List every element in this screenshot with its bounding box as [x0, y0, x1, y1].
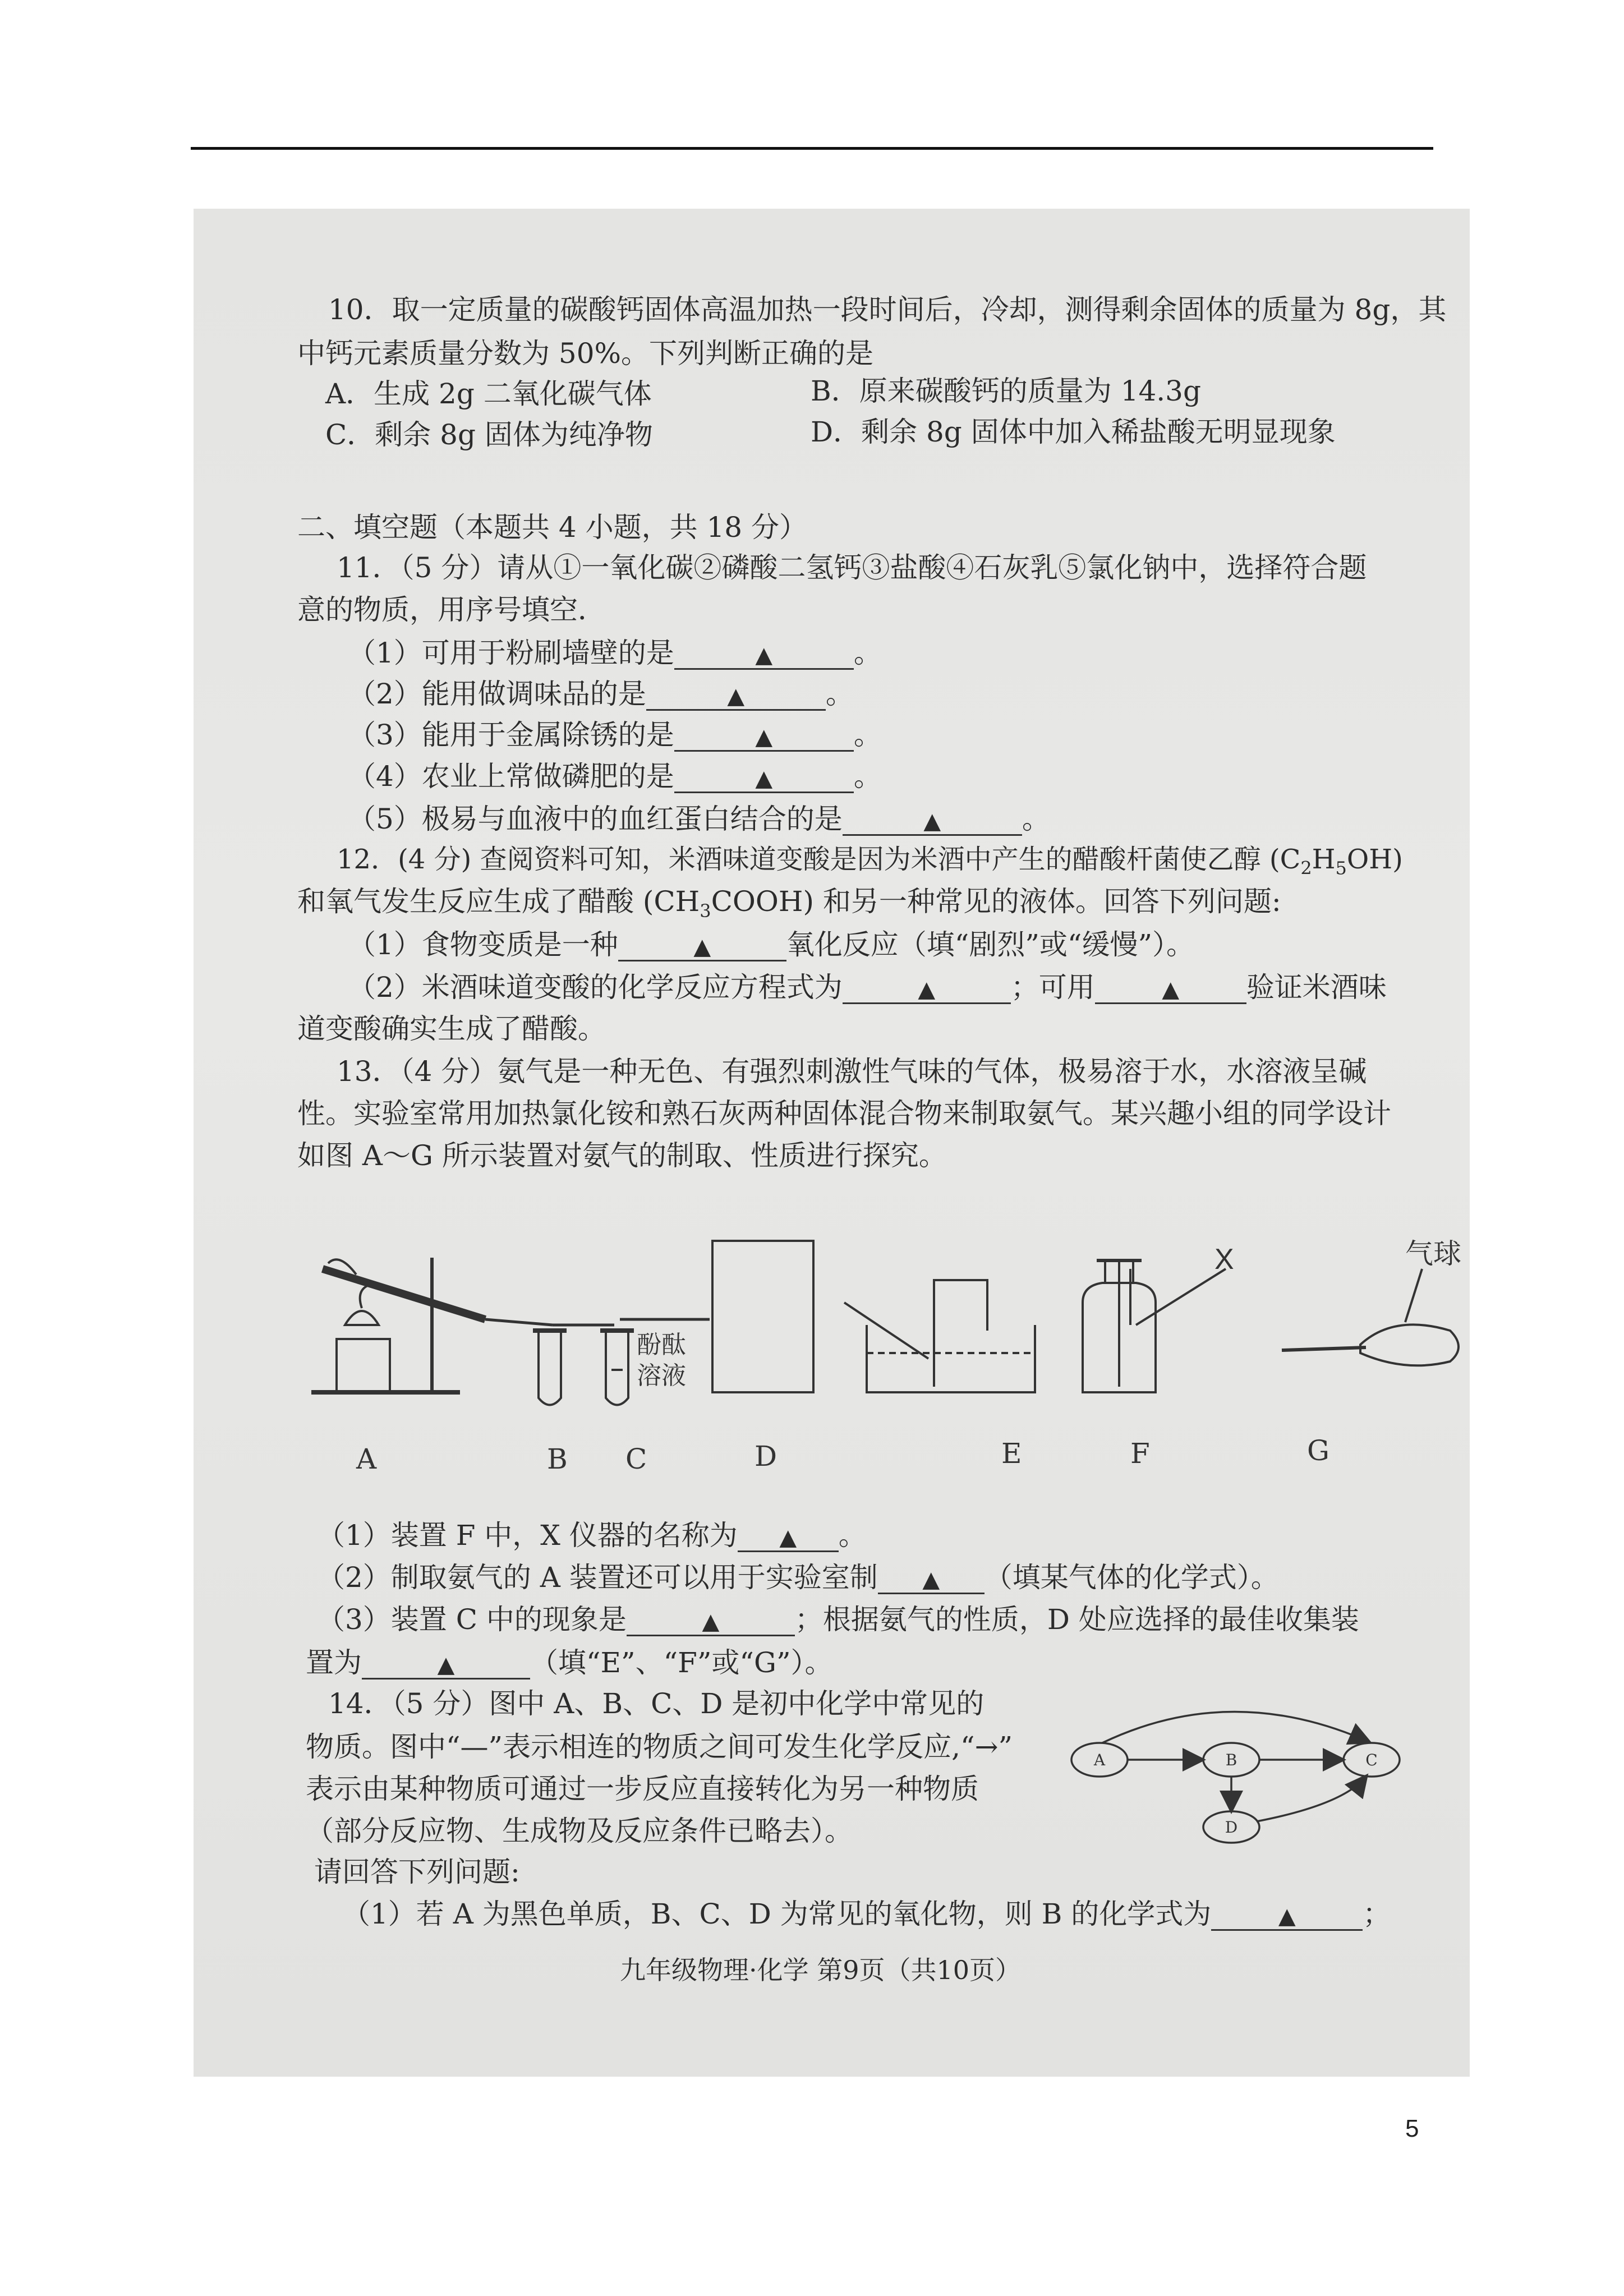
relationship-diagram [1052, 1692, 1416, 1844]
apparatus-diagram [306, 1235, 1484, 1420]
label-f: F [1130, 1437, 1150, 1470]
section2-title: 二、填空题（本题共 4 小题，共 18 分） [297, 511, 808, 544]
q13-line2: 性。实验室常用加热氯化铵和熟石灰两种固体混合物来制取氨气。某兴趣小组的同学设计 [297, 1097, 1391, 1130]
answer-blank[interactable] [843, 974, 1011, 1004]
q10-option-a: A．生成 2g 二氧化碳气体 [325, 378, 652, 410]
apparatus-g [1282, 1269, 1459, 1365]
q11-item-3-text: （3）能用于金属除锈的是 [348, 719, 674, 751]
answer-blank[interactable] [362, 1650, 530, 1680]
q12-line1-text: 12．(4 分) 查阅资料可知，米酒味道变酸是因为米酒中产生的醋酸杆菌使乙醇 (C [337, 844, 1301, 875]
page-number: 5 [1405, 2115, 1419, 2142]
q12-line2-text: COOH) 和另一种常见的液体。回答下列问题: [711, 885, 1281, 918]
q14-part1 [342, 1897, 1391, 1931]
balloon-label: 气球 [1405, 1237, 1461, 1270]
q14-line2: 物质。图中“—”表示相连的物质之间可发生化学反应,“→” [306, 1731, 1013, 1763]
q12-line2-text: 和氧气发生反应生成了醋酸 (CH [297, 885, 700, 918]
formula-part: H [1312, 844, 1336, 875]
answer-blank[interactable] [674, 763, 854, 793]
q11-item-5-text: （5）极易与血液中的血红蛋白结合的是 [348, 803, 843, 835]
scanned-exam-page [194, 209, 1470, 2077]
answer-blank[interactable] [1211, 1901, 1363, 1931]
q12-line1 [337, 843, 1403, 885]
blank-marker: ▲ [918, 977, 936, 1002]
q11-item-4-text: （4）农业上常做磷肥的是 [348, 760, 674, 793]
q11-item-2 [348, 677, 854, 711]
answer-blank[interactable] [1095, 974, 1246, 1004]
q13-part1-text: （1）装置 F 中，X 仪器的名称为 [317, 1519, 738, 1552]
punctuation: 。 [825, 678, 854, 710]
punctuation: ； [1363, 1898, 1391, 1930]
punctuation: 。 [853, 637, 882, 669]
q12-part2-text: （2）米酒味道变酸的化学反应方程式为 [348, 971, 843, 1004]
header-rule [191, 147, 1433, 150]
formula-part: OH) [1346, 844, 1403, 875]
blank-marker: ▲ [923, 808, 941, 834]
q11-item-2-text: （2）能用做调味品的是 [348, 678, 646, 710]
q11-item-5 [348, 802, 1050, 836]
q13-line1: 13．（4 分）氨气是一种无色、有强烈刺激性气味的气体，极易溶于水，水溶液呈碱 [337, 1055, 1367, 1088]
label-a: A [356, 1443, 377, 1475]
punctuation: 。 [853, 719, 882, 751]
solution-label: 溶液 [637, 1361, 686, 1390]
label-c: C [625, 1443, 647, 1475]
q11-line1: 11．（5 分）请从①一氧化碳②磷酸二氢钙③盐酸④石灰乳⑤氯化钠中，选择符合题 [337, 551, 1367, 584]
q12-line2 [297, 885, 1281, 928]
q13-part1-text: 。 [838, 1519, 867, 1552]
label-e: E [1001, 1437, 1022, 1470]
apparatus-d [712, 1241, 813, 1392]
q12-part1-text: 氧化反应（填“剧烈”或“缓慢”）。 [786, 928, 1195, 961]
q11-item-1 [348, 636, 882, 670]
apparatus-b [533, 1325, 614, 1405]
q12-part2-text: 验证米酒味 [1246, 971, 1387, 1004]
q10-line2: 中钙元素质量分数为 50%。下列判断正确的是 [297, 337, 874, 370]
label-b: B [547, 1443, 568, 1475]
phenolphthalein-label: 酚酞 [637, 1331, 686, 1359]
q13-part3-text: （3）装置 C 中的现象是 [317, 1603, 627, 1636]
punctuation: 。 [853, 760, 882, 793]
blank-marker: ▲ [922, 1567, 940, 1593]
q13-line3: 如图 A～G 所示装置对氨气的制取、性质进行探究。 [297, 1139, 947, 1172]
apparatus-e [844, 1280, 1035, 1392]
label-g: G [1307, 1434, 1329, 1467]
answer-blank[interactable] [627, 1607, 795, 1636]
q12-part2-line2: 道变酸确实生成了醋酸。 [297, 1013, 606, 1045]
blank-marker: ▲ [437, 1652, 455, 1678]
answer-blank[interactable] [843, 806, 1022, 836]
blank-marker: ▲ [755, 766, 773, 792]
arrow-d-c [1257, 1777, 1366, 1821]
q11-item-1-text: （1）可用于粉刷墙壁的是 [348, 637, 674, 669]
q12-part1 [348, 928, 1194, 961]
node-a-label: A [1093, 1751, 1106, 1769]
q12-part2-text: ；可用 [1010, 971, 1095, 1004]
blank-marker: ▲ [755, 642, 773, 668]
punctuation: 。 [1022, 803, 1050, 835]
exam-footer: 九年级物理·化学 第9页（共10页） [620, 1955, 1022, 1985]
blank-marker: ▲ [779, 1525, 797, 1550]
answer-blank[interactable] [646, 681, 826, 711]
q10-option-d: D．剩余 8g 固体中加入稀盐酸无明显现象 [811, 416, 1336, 448]
blank-marker: ▲ [702, 1609, 720, 1635]
q10-option-c: C．剩余 8g 固体为纯净物 [325, 418, 653, 451]
q13-part3 [317, 1603, 1359, 1636]
subscript: 3 [700, 900, 711, 922]
q12-part2 [348, 970, 1387, 1004]
label-d: D [755, 1440, 778, 1473]
q11-item-3 [348, 718, 882, 752]
q10-line1: 10．取一定质量的碳酸钙固体高温加热一段时间后，冷却，测得剩余固体的质量为 8g，其 [328, 293, 1447, 326]
q14-line1: 14．（5 分）图中 A、B、C、D 是初中化学中常见的 [328, 1687, 984, 1720]
q13-part2-text: （2）制取氨气的 A 装置还可以用于实验室制 [317, 1561, 878, 1594]
node-b-label: B [1225, 1751, 1237, 1769]
answer-blank[interactable] [618, 932, 786, 961]
q13-part2 [317, 1561, 1279, 1594]
q14-part1-text: （1）若 A 为黑色单质，B、C、D 为常见的氧化物，则 B 的化学式为 [342, 1898, 1212, 1930]
node-c-label: C [1365, 1751, 1378, 1769]
q11-item-4 [348, 760, 882, 793]
blank-marker: ▲ [755, 724, 773, 750]
q12-part1-text: （1）食物变质是一种 [348, 928, 618, 961]
apparatus-a [311, 1258, 553, 1392]
q13-part1 [317, 1519, 867, 1552]
arrow-a-c [1102, 1711, 1369, 1743]
q10-option-b: B．原来碳酸钙的质量为 14.3g [811, 375, 1201, 407]
q14-line3: 表示由某种物质可通过一步反应直接转化为另一种物质 [306, 1773, 979, 1805]
answer-blank[interactable] [738, 1522, 839, 1552]
q13-part3-text: （填“E”、“F”或“G”）。 [530, 1646, 833, 1679]
q13-part3-text: ；根据氨气的性质，D 处应选择的最佳收集装 [794, 1603, 1359, 1636]
answer-blank[interactable] [878, 1565, 984, 1594]
answer-blank[interactable] [674, 640, 854, 670]
answer-blank[interactable] [674, 722, 854, 752]
q13-part3-line2 [306, 1646, 833, 1680]
x-label: X [1214, 1243, 1234, 1276]
blank-marker: ▲ [1162, 977, 1180, 1002]
q14-line5: 请回答下列问题: [314, 1856, 520, 1888]
blank-marker: ▲ [1278, 1903, 1296, 1929]
q11-line2: 意的物质，用序号填空． [297, 593, 606, 626]
subscript: 5 [1335, 857, 1347, 879]
apparatus-f [1083, 1260, 1226, 1392]
q13-part2-text: （填某气体的化学式）。 [984, 1561, 1279, 1594]
blank-marker: ▲ [727, 683, 745, 709]
q14-line4: （部分反应物、生成物及反应条件已略去）。 [306, 1815, 853, 1847]
blank-marker: ▲ [693, 934, 711, 960]
subscript: 2 [1300, 857, 1312, 879]
node-d-label: D [1225, 1818, 1238, 1837]
q13-part3-text: 置为 [306, 1646, 362, 1679]
